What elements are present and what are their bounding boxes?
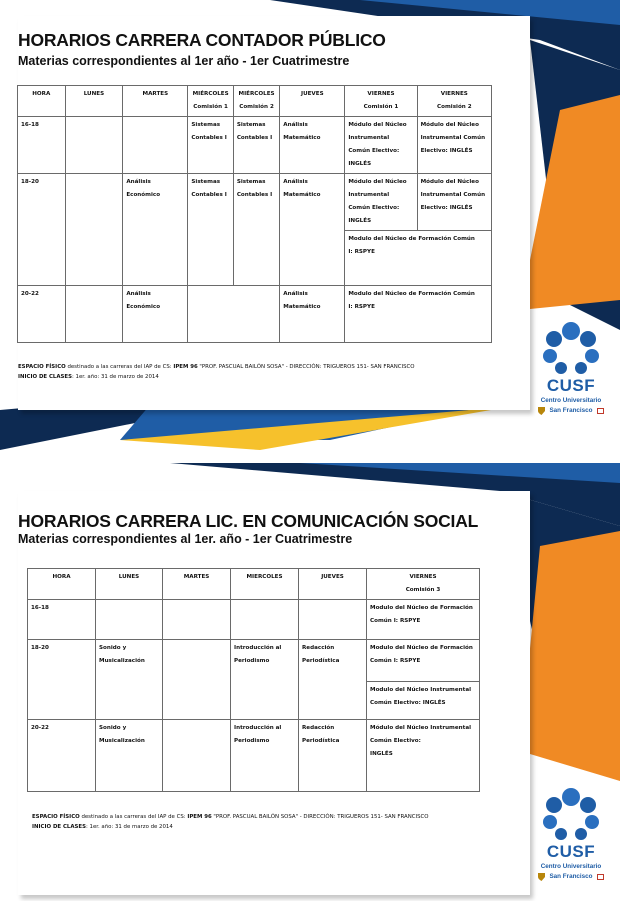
logo-line1: Centro Universitario: [540, 863, 602, 870]
table-row: [28, 600, 480, 640]
cell-viernes-2: Módulo del Núcleo Instrumental Común Electivo: INGLÉS: [417, 174, 491, 231]
cell-martes: [163, 720, 231, 792]
cell-jueves: Análisis Matemático: [280, 117, 345, 174]
flag-icon: [597, 408, 604, 414]
cell-lunes: [65, 174, 123, 286]
table-row: [28, 640, 480, 682]
cell-jueves: Análisis Matemático: [280, 174, 345, 286]
cell-lunes: [96, 600, 163, 640]
footer-line-inicio: INICIO DE CLASES: 1er. año: 31 de marzo de 2014: [18, 374, 159, 380]
table-header-row: [18, 86, 492, 117]
page-subtitle: Materias correspondientes al 1er año - 1er Cuatrimestre: [18, 54, 350, 68]
cell-miercoles: [231, 600, 299, 640]
cell-miercoles-merged: [188, 286, 280, 343]
table-row: [18, 286, 492, 343]
schedule-table: [27, 568, 480, 792]
logo-line2: San Francisco: [549, 873, 593, 880]
page-subtitle: Materias correspondientes al 1er. año - 1er Cuatrimestre: [18, 532, 353, 546]
cell-martes: [163, 600, 231, 640]
logo-brand: CUSF: [546, 842, 596, 861]
logo-brand: CUSF: [546, 376, 596, 395]
cell-viernes-b: Modulo del Núcleo Instrumental Común Electivo: INGLÉS: [367, 682, 480, 720]
flower-icon: [541, 786, 601, 841]
header-viernes-comision-2: VIERNES Comisión 2: [417, 86, 491, 117]
cell-martes: Análisis Económico: [123, 286, 188, 343]
cell-miercoles-2: Sistemas Contables I: [233, 174, 279, 286]
cell-viernes-1: Módulo del Núcleo Instrumental Común Electivo: INGLÉS: [345, 117, 417, 174]
cell-martes: [163, 640, 231, 720]
cell-miercoles: Introducción al Periodismo: [231, 720, 299, 792]
cell-lunes: Sonido y Musicalización: [96, 640, 163, 720]
cell-miercoles-2: Sistemas Contables I: [233, 117, 279, 174]
cell-jueves: Redacción Periodística: [299, 720, 367, 792]
cusf-logo: [536, 320, 606, 430]
cell-lunes: [65, 286, 123, 343]
footer-info: [18, 362, 415, 382]
header-hora: HORA: [28, 569, 96, 600]
cell-viernes-1: Módulo del Núcleo Instrumental Común Electivo: INGLÉS: [345, 174, 417, 231]
cell-hora: 16-18: [18, 117, 66, 174]
cell-miercoles: Introducción al Periodismo: [231, 640, 299, 720]
header-miercoles: MIERCOLES: [231, 569, 299, 600]
header-lunes: LUNES: [65, 86, 123, 117]
table-header-row: [28, 569, 480, 600]
cell-lunes: [65, 117, 123, 174]
cell-viernes-merged: Modulo del Núcleo de Formación Común I: RSPYE: [345, 231, 492, 286]
header-martes: MARTES: [163, 569, 231, 600]
flag-icon: [597, 874, 604, 880]
cell-viernes: Módulo del Núcleo Instrumental Común Electivo: INGLÉS: [367, 720, 480, 792]
header-jueves: JUEVES: [299, 569, 367, 600]
flower-icon: [541, 320, 601, 375]
table-row: [18, 174, 492, 231]
footer-line-espacio: ESPACIO FÍSICO destinado a las carreras del IAP de CS: IPEM 96 "PROF. PASCUAL BAILÓN SOSA" - DIRECCIÓN: TRIGUEROS 151- SAN FRANCISCO: [18, 364, 415, 370]
cell-martes: [123, 117, 188, 174]
cell-miercoles-1: Sistemas Contables I: [188, 117, 233, 174]
page-title: HORARIOS CARRERA LIC. EN COMUNICACIÓN SOCIAL: [18, 511, 479, 531]
header-miercoles-comision-1: MIÉRCOLES Comisión 1: [188, 86, 233, 117]
schedule-table: [17, 85, 492, 343]
cell-viernes-merged: Modulo del Núcleo de Formación Común I: RSPYE: [345, 286, 492, 343]
cell-viernes: Modulo del Núcleo de Formación Común I: RSPYE: [367, 640, 480, 682]
cell-hora: 20-22: [18, 286, 66, 343]
cell-hora: 16-18: [28, 600, 96, 640]
cell-hora: 18-20: [18, 174, 66, 286]
table-row: [28, 720, 480, 792]
footer-line-inicio: INICIO DE CLASES: 1er. año: 31 de marzo de 2014: [32, 824, 173, 830]
header-miercoles-comision-2: MIÉRCOLES Comisión 2: [233, 86, 279, 117]
cell-viernes-2: Módulo del Núcleo Instrumental Común Electivo: INGLÉS: [417, 117, 491, 174]
cell-jueves: Redacción Periodística: [299, 640, 367, 720]
page-title: HORARIOS CARRERA CONTADOR PÚBLICO: [18, 30, 386, 50]
header-martes: MARTES: [123, 86, 188, 117]
header-jueves: JUEVES: [280, 86, 345, 117]
footer-info: [32, 812, 429, 832]
table-row: [18, 117, 492, 174]
slide-contador-publico: [0, 0, 620, 450]
cusf-logo: [536, 786, 606, 896]
header-viernes-comision-3: VIERNES Comisión 3: [367, 569, 480, 600]
header-lunes: LUNES: [96, 569, 163, 600]
logo-line2: San Francisco: [549, 407, 593, 414]
cell-jueves: [299, 600, 367, 640]
header-hora: HORA: [18, 86, 66, 117]
cell-hora: 20-22: [28, 720, 96, 792]
cell-viernes: Modulo del Núcleo de Formación Común I: RSPYE: [367, 600, 480, 640]
cell-martes: Análisis Económico: [123, 174, 188, 286]
logo-line1: Centro Universitario: [540, 397, 602, 404]
cell-lunes: Sonido y Musicalización: [96, 720, 163, 792]
slide-comunicacion-social: [0, 451, 620, 901]
cell-miercoles-1: Sistemas Contables I: [188, 174, 233, 286]
cell-hora: 18-20: [28, 640, 96, 720]
header-viernes-comision-1: VIERNES Comisión 1: [345, 86, 417, 117]
footer-line-espacio: ESPACIO FÍSICO destinado a las carreras del IAP de CS: IPEM 96 "PROF. PASCUAL BAILÓN SOSA" - DIRECCIÓN: TRIGUEROS 151- SAN FRANCISCO: [32, 814, 429, 820]
cell-jueves: Análisis Matemático: [280, 286, 345, 343]
